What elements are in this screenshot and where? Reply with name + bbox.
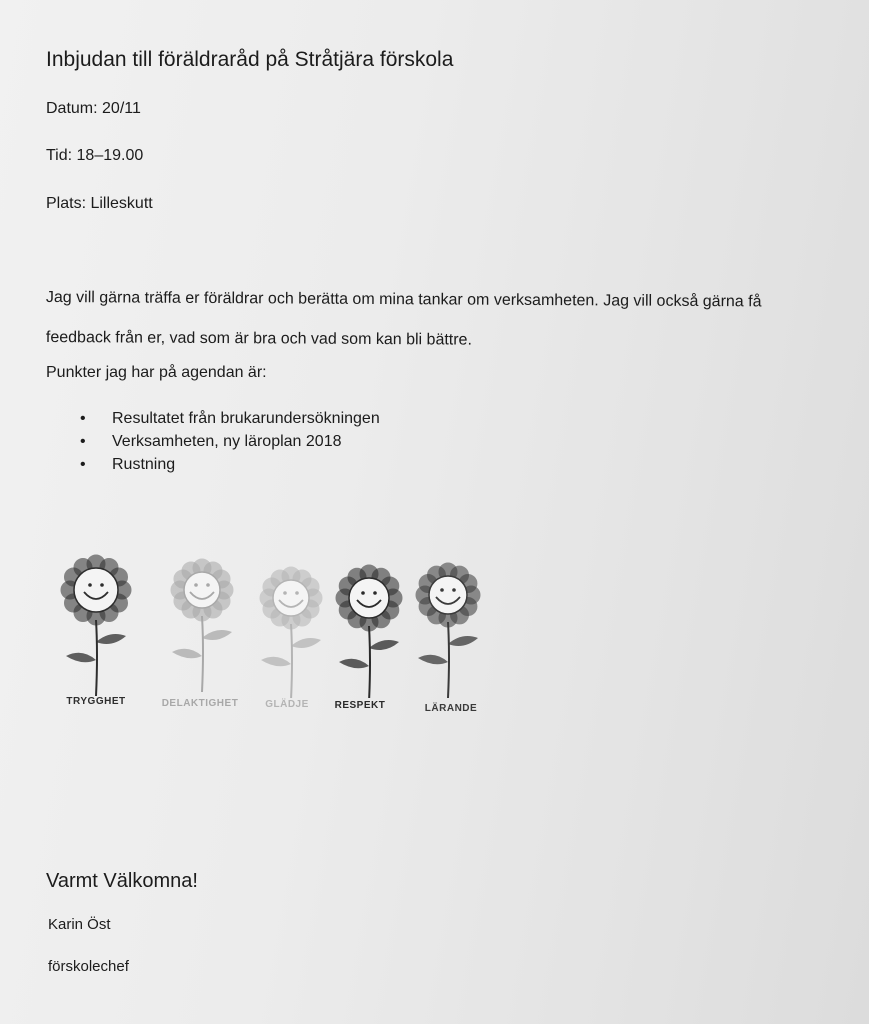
flower-icon — [171, 559, 233, 692]
intro-paragraph-line-2: feedback från er, vad som är bra och vad som kan bli bättre. — [45, 328, 472, 349]
flower-icon — [61, 555, 131, 696]
flower-label: TRYGGHET — [66, 696, 126, 707]
agenda-item — [80, 454, 380, 476]
welcome-text: Varmt Välkomna! — [46, 870, 198, 892]
place-line: Plats: Lilleskutt — [46, 195, 153, 212]
flower-illustration — [40, 548, 500, 728]
bullet-icon: • — [80, 456, 86, 473]
flower-row — [40, 548, 500, 698]
signature-name: Karin Öst — [48, 916, 111, 933]
agenda-item — [80, 408, 380, 430]
flower-icon — [336, 565, 402, 698]
agenda-item-text: Rustning — [112, 456, 176, 473]
agenda-item-text: Resultatet från brukarundersökningen — [112, 410, 380, 427]
bullet-icon: • — [80, 433, 86, 450]
bullet-icon: • — [80, 410, 86, 427]
date-line: Datum: 20/11 — [46, 100, 141, 117]
agenda-item-text: Verksamheten, ny läroplan 2018 — [112, 433, 342, 450]
flower-icon — [260, 567, 322, 698]
flower-label: GLÄDJE — [265, 699, 309, 710]
agenda-item — [80, 431, 380, 453]
flower-label: RESPEKT — [334, 700, 386, 711]
intro-paragraph-line-1: Jag vill gärna träffa er föräldrar och berätta om mina tankar om verksamheten. Jag vill också gärna få — [45, 288, 762, 311]
flower-label: LÄRANDE — [424, 703, 478, 714]
document-title: Inbjudan till föräldraråd på Stråtjära förskola — [46, 48, 454, 71]
agenda-intro: Punkter jag har på agendan är: — [46, 364, 267, 381]
signature-role: förskolechef — [48, 958, 129, 975]
flower-icon — [416, 563, 480, 698]
agenda-list — [80, 408, 380, 476]
flower-label: DELAKTIGHET — [161, 698, 239, 709]
time-line: Tid: 18–19.00 — [46, 147, 144, 164]
